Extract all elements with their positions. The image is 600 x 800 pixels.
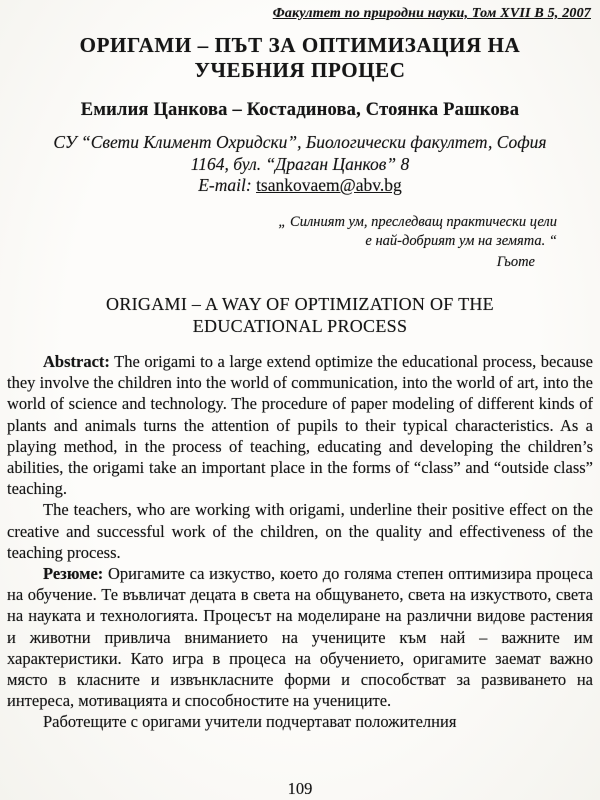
epigraph-line-1: „ Силният ум, преследващ практически цели [278, 214, 557, 231]
abstract-paragraph-1 [7, 351, 593, 499]
journal-header: Факултет по природни науки, Том XVII В 5, 2007 [272, 6, 591, 21]
email-label: E-mail: [198, 175, 252, 196]
abstract-label: Abstract: [43, 351, 110, 371]
email-link[interactable]: tsankovaem@abv.bg [256, 175, 402, 196]
affiliation-block [7, 132, 593, 196]
affiliation-line-1: СУ “Свети Климент Охридски”, Биологически факултет, София [53, 132, 547, 153]
rezyume-label: Резюме: [43, 563, 104, 583]
paper-title-english: ORIGAMI – A WAY OF OPTIMIZATION OF THE EDUCATIONAL PROCESS [106, 293, 494, 337]
abstract-paragraph-2: The teachers, who are working with origami, underline their positive effect on the creative and successful work of the children, on the quality and effectiveness of the teaching process. [7, 500, 593, 562]
epigraph-line-2: е най-добрият ум на земята. “ [365, 233, 557, 250]
affiliation-line-2: 1164, бул. “Драган Цанков” 8 [190, 153, 410, 174]
paper-title-bulgarian: ОРИГАМИ – ПЪТ ЗА ОПТИМИЗАЦИЯ НА УЧЕБНИЯ ПРОЦЕС [79, 33, 521, 83]
paper-body [7, 351, 593, 733]
epigraph-attribution: Гьоте [496, 254, 535, 271]
abstract-text: The origami to a large extend optimize the educational process, because they involve the children into the world of communication, into the world of art, into the world of science and technology. The procedure of paper modeling of different kinds of plants and animals turns the attention of pupils to their typical characteristics. As a playing method, in the process of teaching, educating and developing the children’s abilities, the origami take an important place in the forms of “class” and “outside class” teaching. [7, 351, 593, 499]
epigraph-block [7, 213, 593, 272]
rezyume-paragraph [7, 563, 593, 711]
email-line [7, 175, 593, 196]
closing-line: Работещите с оригами учители подчертават положителния [43, 712, 457, 732]
rezyume-text: Оригамите са изкуство, което до голяма степен оптимизира процеса на обучение. Те въвличат децата в света на общуването, света на изкуството, света на науката и технологията. Процесът на моделиране на различни видове растения и животни привлича вниманието на учениците към най – важните им характеристики. Като игра в процеса на обучението, оригамите заемат важно място в класните и извънкласните форми и способстват за развиването на интереса, мотивацията и способностите на учениците. [7, 563, 593, 711]
authors-line: Емилия Цанкова – Костадинова, Стоянка Рашкова [80, 100, 520, 121]
page-number: 109 [287, 779, 313, 798]
